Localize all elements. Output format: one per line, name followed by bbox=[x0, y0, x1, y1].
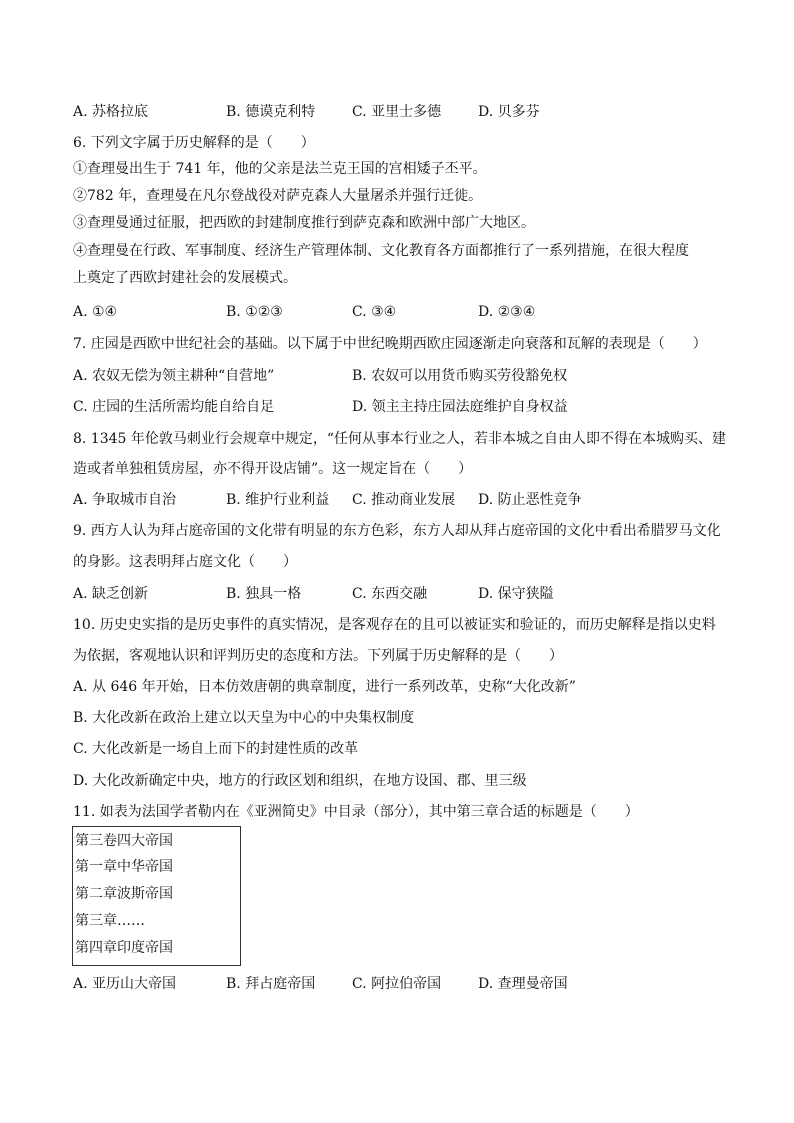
q9-option-d: D. 保守狭隘 bbox=[478, 586, 554, 602]
q10-option-b: B. 大化改新在政治上建立以天皇为中心的中央集权制度 bbox=[73, 710, 415, 726]
q7-option-d: D. 领主主持庄园法庭维护自身权益 bbox=[352, 399, 568, 415]
q11-option-b: B. 拜占庭帝国 bbox=[226, 976, 316, 992]
q8-option-a: A. 争取城市自治 bbox=[73, 492, 177, 508]
q8-option-d: D. 防止恶性竞争 bbox=[478, 492, 582, 508]
q6-option-b: B. ①②③ bbox=[226, 304, 283, 320]
q9-option-a: A. 缺乏创新 bbox=[73, 586, 149, 602]
q5-option-a: A. 苏格拉底 bbox=[73, 104, 149, 120]
table-row: 第三卷四大帝国 bbox=[75, 833, 173, 849]
q7-option-c: C. 庄园的生活所需均能自给自足 bbox=[73, 399, 275, 415]
q6-option-d: D. ②③④ bbox=[478, 304, 536, 320]
table-row: 第二章波斯帝国 bbox=[75, 886, 173, 902]
q11-option-c: C. 阿拉伯帝国 bbox=[352, 976, 442, 992]
table-row: 第一章中华帝国 bbox=[75, 859, 173, 875]
q7-option-a: A. 农奴无偿为领主耕种“自营地” bbox=[73, 368, 275, 384]
q6-statement-2: ②782 年，查理曼在凡尔登战役对萨克森人大量屠杀并强行迁徙。 bbox=[73, 188, 483, 204]
q6-statement-1: ①查理曼出生于 741 年，他的父亲是法兰克王国的宫相矮子丕平。 bbox=[73, 161, 487, 177]
q11-option-a: A. 亚历山大帝国 bbox=[73, 976, 177, 992]
q8-option-b: B. 维护行业利益 bbox=[226, 492, 330, 508]
q10-option-c: C. 大化改新是一场自上而下的封建性质的改革 bbox=[73, 741, 359, 757]
q5-option-d: D. 贝多芬 bbox=[478, 104, 540, 120]
q6-statement-3: ③查理曼通过征服，把西欧的封建制度推行到萨克森和欧洲中部广大地区。 bbox=[73, 215, 535, 231]
q9-stem-line2: 的身影。这表明拜占庭文化（ ） bbox=[73, 554, 297, 570]
q6-statement-4-cont: 上奠定了西欧封建社会的发展模式。 bbox=[73, 270, 297, 286]
q6-statement-4: ④查理曼在行政、军事制度、经济生产管理体制、文化教育各方面都推行了一系列措施，在很大程度 bbox=[73, 243, 689, 259]
q10-option-a: A. 从 646 年开始，日本仿效唐朝的典章制度，进行一系列改革，史称“大化改新” bbox=[73, 679, 576, 695]
q6-option-a: A. ①④ bbox=[73, 304, 118, 320]
q8-stem-line2: 造或者单独租赁房屋，亦不得开设店铺”。这一规定旨在（ ） bbox=[73, 461, 473, 477]
q7-option-b: B. 农奴可以用货币购买劳役豁免权 bbox=[352, 368, 568, 384]
q7-stem: 7. 庄园是西欧中世纪社会的基础。以下属于中世纪晚期西欧庄园逐渐走向衰落和瓦解的表现是（ ） bbox=[73, 336, 707, 352]
q10-stem-line2: 为依据，客观地认识和评判历史的态度和方法。下列属于历史解释的是（ ） bbox=[73, 648, 563, 664]
q11-stem: 11. 如表为法国学者勒内在《亚洲简史》中目录（部分），其中第三章合适的标题是（ ） bbox=[73, 804, 639, 820]
q9-stem-line1: 9. 西方人认为拜占庭帝国的文化带有明显的东方色彩，东方人却从拜占庭帝国的文化中看出希腊罗马文化 bbox=[73, 523, 721, 539]
q6-stem: 6. 下列文字属于历史解释的是（ ） bbox=[73, 135, 315, 151]
q8-option-c: C. 推动商业发展 bbox=[352, 492, 456, 508]
q10-option-d: D. 大化改新确定中央，地方的行政区划和组织，在地方设国、郡、里三级 bbox=[73, 773, 527, 789]
q5-option-c: C. 亚里士多德 bbox=[352, 104, 442, 120]
q8-stem-line1: 8. 1345 年伦敦马刺业行会规章中规定，“任何从事本行业之人，若非本城之自由人即不得在本城购买、建 bbox=[73, 431, 727, 447]
table-row: 第四章印度帝国 bbox=[75, 940, 173, 956]
q6-option-c: C. ③④ bbox=[352, 304, 397, 320]
table-row: 第三章…… bbox=[75, 913, 145, 929]
q9-option-c: C. 东西交融 bbox=[352, 586, 428, 602]
q11-option-d: D. 查理曼帝国 bbox=[478, 976, 568, 992]
q5-option-b: B. 德谟克利特 bbox=[226, 104, 316, 120]
q9-option-b: B. 独具一格 bbox=[226, 586, 302, 602]
q10-stem-line1: 10. 历史史实指的是历史事件的真实情况，是客观存在的且可以被证实和验证的，而历史解释是指以史料 bbox=[73, 617, 716, 633]
q11-table bbox=[72, 826, 241, 966]
